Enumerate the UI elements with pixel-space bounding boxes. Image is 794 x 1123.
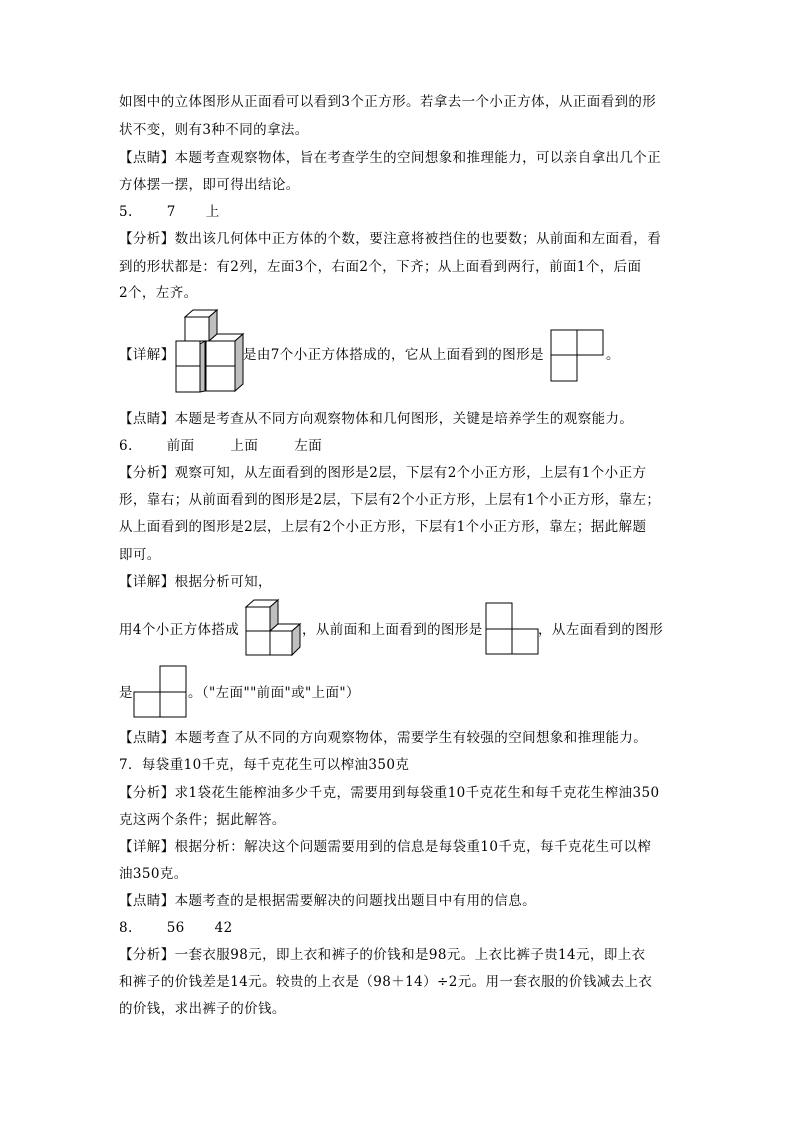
answer-blank-1: 前面 <box>166 438 195 454</box>
text-line: 方体摆一摆，即可得出结论。 <box>119 177 300 193</box>
text-line: 【点睛】本题考查的是根据需要解决的问题找出题目中有用的信息。 <box>119 893 536 909</box>
cube-stack-3d-figure-four <box>244 599 302 659</box>
text-line: 2个，左齐。 <box>119 285 198 301</box>
question-number: 8. <box>119 920 133 936</box>
text-line: 油350克。 <box>119 866 188 882</box>
text-line: 用4个小正方体搭成 <box>119 622 240 638</box>
text-line: 和裤子的价钱差是14元。较贵的上衣是（98＋14）÷2元。用一套衣服的价钱减去上衣 <box>119 974 653 990</box>
text-line: 的价钱，求出裤子的价钱。 <box>119 1001 286 1017</box>
question-6-answer <box>119 436 322 456</box>
text-line: 即可。 <box>119 547 161 563</box>
answer-blank-1: 7 <box>166 204 176 220</box>
answer-blank-2: 上面 <box>230 438 259 454</box>
text-line: 是由7个小正方体搭成的，它从上面看到的图形是 <box>243 347 544 363</box>
question-number: 5. <box>119 204 133 220</box>
text-line: 【分析】观察可知，从左面看到的图形是2层，下层有2个小正方形，上层有1个小正方 <box>119 465 647 481</box>
text-line: 从上面看到的图形是2层，上层有2个小正方形，下层有1个小正方形，靠左；据此解题 <box>119 519 647 535</box>
text-line: ，从左面看到的图形 <box>538 622 664 638</box>
text-line: 到的形状都是：有2列，左面3个，右面2个，下齐；从上面看到两行，前面1个，后面 <box>119 259 642 275</box>
answer-blank-2: 42 <box>214 920 233 936</box>
answer-blank-2: 上 <box>205 204 220 220</box>
text-line: 【分析】求1袋花生能榨油多少千克，需要用到每袋重10千克花生和每千克花生榨油350 <box>119 785 660 801</box>
text-line: 【分析】数出该几何体中正方体的个数，要注意将被挡住的也要数；从前面和左面看，看 <box>119 231 662 247</box>
top-view-figure <box>550 329 605 384</box>
text-line: 。（"左面""前面"或"上面"） <box>188 685 360 701</box>
text-line: 如图中的立体图形从正面看可以看到3个正方形。若拿去一个小正方体，从正面看到的形 <box>119 94 657 110</box>
cube-stack-3d-figure-seven <box>175 309 245 394</box>
front-and-top-view-figure <box>485 602 540 657</box>
question-8-answer <box>119 918 233 938</box>
text-line: 形，靠右；从前面看到的图形是2层，下层有2个小正方形，上层有1个小正方形，靠左； <box>119 492 661 508</box>
detail-heading: 【详解】 <box>119 347 175 363</box>
text-line: 状不变，则有3种不同的拿法。 <box>119 122 309 138</box>
text-line: 【点睛】本题考查观察物体，旨在考查学生的空间想象和推理能力，可以亲自拿出几个正 <box>119 150 662 166</box>
text-line: 【分析】一套衣服98元，即上衣和裤子的价钱和是98元。上衣比裤子贵14元，即上衣 <box>119 947 646 963</box>
left-view-figure <box>132 665 188 720</box>
question-5-answer <box>119 202 220 222</box>
answer-blank-3: 左面 <box>294 438 323 454</box>
answer-blank-1: 56 <box>166 920 185 936</box>
text-line: 【详解】根据分析可知， <box>119 574 272 590</box>
text-line: 是 <box>119 685 133 701</box>
text-line: 【详解】根据分析：解决这个问题需要用到的信息是每袋重10千克，每千克花生可以榨 <box>119 839 652 855</box>
question-number: 6. <box>119 438 133 454</box>
text-line: 克这两个条件；据此解答。 <box>119 812 286 828</box>
text-line: 【点睛】本题是考查从不同方向观察物体和几何图形，关键是培养学生的观察能力。 <box>119 411 634 427</box>
text-line: 【点睛】本题考查了从不同的方向观察物体，需要学生有较强的空间想象和推理能力。 <box>119 730 648 746</box>
text-line: ，从前面和上面看到的图形是 <box>302 622 483 638</box>
text-line: 7．每袋重10千克，每千克花生可以榨油350克 <box>119 757 410 773</box>
text-line: 。 <box>606 347 620 363</box>
